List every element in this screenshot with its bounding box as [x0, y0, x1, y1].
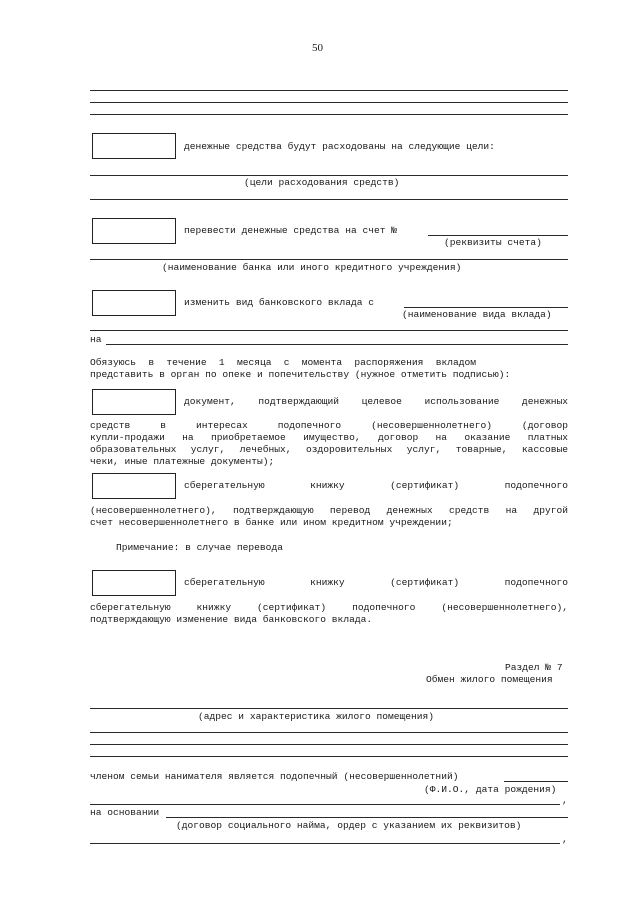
blank-line[interactable]: [90, 259, 568, 260]
doc2-line: счет несовершеннолетнего в банке или ином кредитном учреждении;: [90, 517, 453, 528]
bank-caption: (наименование банка или иного кредитного учреждения): [162, 262, 462, 273]
money-goals-text: денежные средства будут расходованы на следующие цели:: [184, 141, 495, 152]
transfer-text: перевести денежные средства на счет №: [184, 225, 398, 236]
page-number: 50: [312, 42, 323, 54]
doc1-line: купли-продажи на приобретаемое имущество, договор на оказание платных: [90, 432, 568, 443]
money-goals-caption: (цели расходования средств): [244, 177, 400, 188]
blank-line[interactable]: [90, 744, 568, 745]
blank-line[interactable]: [90, 804, 560, 805]
signature-checkbox[interactable]: [92, 389, 176, 415]
signature-checkbox[interactable]: [92, 218, 176, 244]
blank-line[interactable]: [90, 732, 568, 733]
doc1-first-line: документ, подтверждающий целевое использование денежных: [184, 396, 568, 407]
basis-field[interactable]: [166, 817, 568, 818]
section-number: Раздел № 7: [505, 662, 563, 673]
doc3-line: сберегательную книжку (сертификат) подопечного (несовершеннолетнего),: [90, 602, 568, 613]
signature-checkbox[interactable]: [92, 570, 176, 596]
blank-line[interactable]: [90, 756, 568, 757]
obligation-line-2: представить в орган по опеке и попечительству (нужное отметить подписью):: [90, 369, 511, 380]
blank-line[interactable]: [90, 114, 568, 115]
doc3-line: подтверждающую изменение вида банковского вклада.: [90, 614, 373, 625]
blank-line[interactable]: [90, 90, 568, 91]
blank-line[interactable]: [90, 175, 568, 176]
new-deposit-field[interactable]: [106, 344, 568, 345]
blank-line[interactable]: [90, 708, 568, 709]
signature-checkbox[interactable]: [92, 473, 176, 499]
basis-label: на основании: [90, 807, 160, 818]
signature-checkbox[interactable]: [92, 290, 176, 316]
deposit-type-field[interactable]: [404, 307, 568, 308]
comma: ,: [562, 834, 568, 845]
note-text: Примечание: в случае перевода: [116, 542, 283, 553]
obligation-line-1: Обязуюсь в течение 1 месяца с момента распоряжения вкладом: [90, 357, 476, 368]
doc1-line: образовательных услуг, лечебных, оздоровительных услуг, товарные, кассовые: [90, 444, 568, 455]
to-label: на: [90, 334, 102, 345]
section-title: Обмен жилого помещения: [426, 674, 553, 685]
signature-checkbox[interactable]: [92, 133, 176, 159]
account-caption: (реквизиты счета): [444, 237, 542, 248]
fio-field[interactable]: [504, 781, 568, 782]
address-caption: (адрес и характеристика жилого помещения): [198, 711, 435, 722]
member-text: членом семьи нанимателя является подопечный (несовершеннолетний): [90, 771, 459, 782]
doc2-first-line: сберегательную книжку (сертификат) подопечного: [184, 480, 568, 491]
account-field[interactable]: [428, 235, 568, 236]
blank-line[interactable]: [90, 330, 568, 331]
blank-line[interactable]: [90, 102, 568, 103]
deposit-caption: (наименование вида вклада): [402, 309, 552, 320]
blank-line[interactable]: [90, 843, 560, 844]
blank-line[interactable]: [90, 199, 568, 200]
deposit-change-text: изменить вид банковского вклада с: [184, 297, 374, 308]
basis-caption: (договор социального найма, ордер с указанием их реквизитов): [176, 820, 522, 831]
doc2-line: (несовершеннолетнего), подтверждающую перевод денежных средств на другой: [90, 505, 568, 516]
doc1-line: средств в интересах подопечного (несовершеннолетнего) (договор: [90, 420, 568, 431]
comma: ,: [562, 795, 568, 806]
fio-caption: (Ф.И.О., дата рождения): [424, 784, 557, 795]
doc3-first-line: сберегательную книжку (сертификат) подопечного: [184, 577, 568, 588]
doc1-line: чеки, иные платежные документы);: [90, 456, 275, 467]
